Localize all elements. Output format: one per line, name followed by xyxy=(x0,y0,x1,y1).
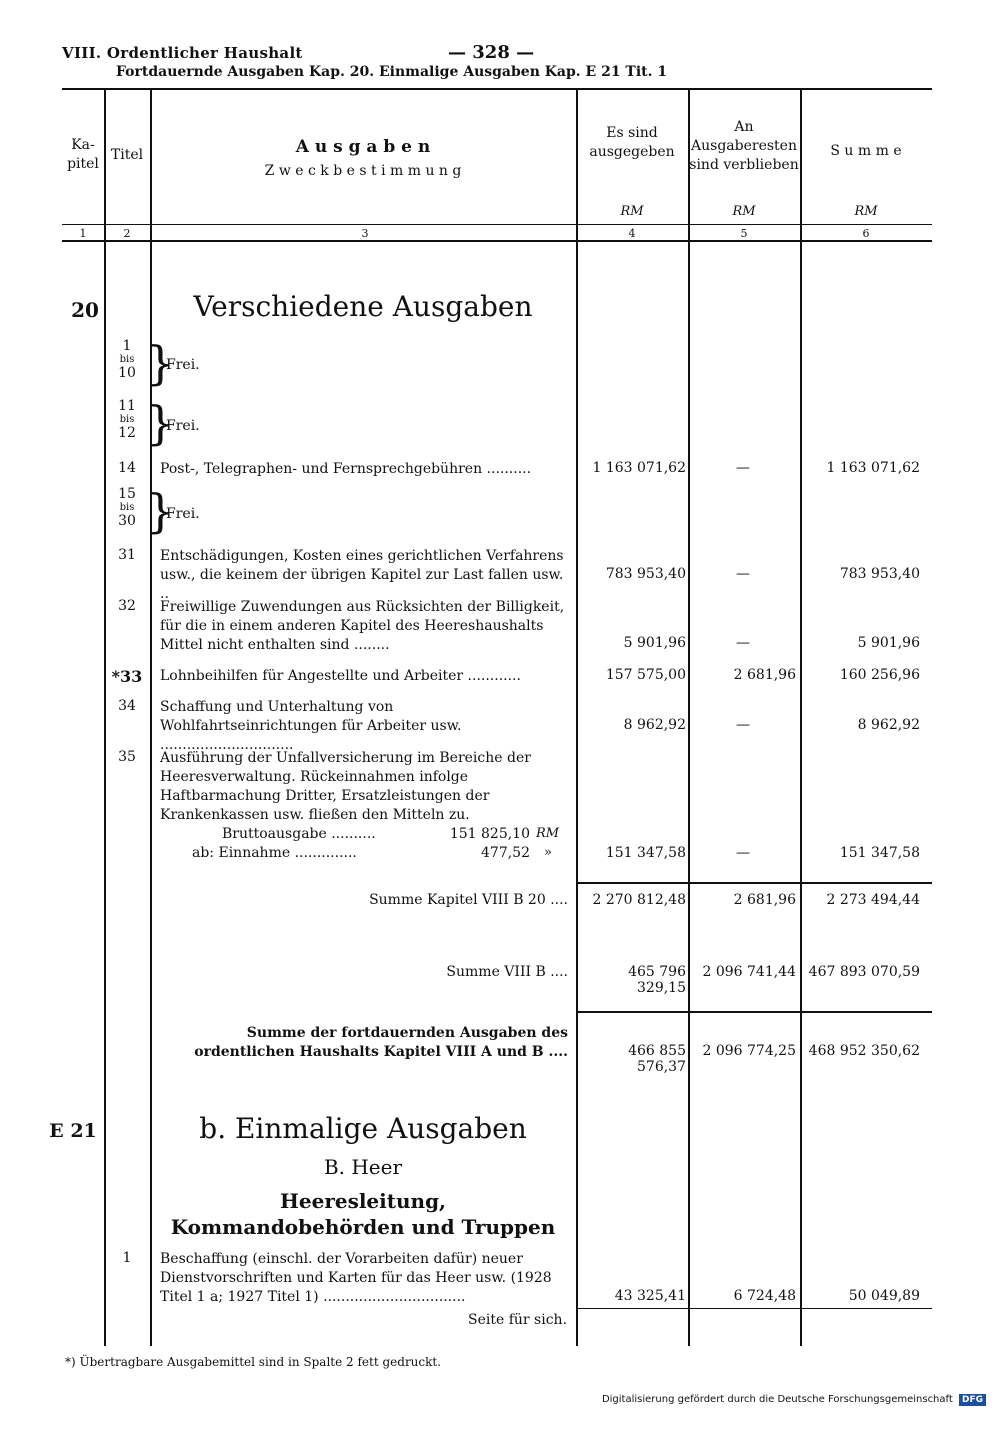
cell-ausgabereste: 6 724,48 xyxy=(733,1288,796,1304)
section-header: VIII. Ordentlicher Haushalt xyxy=(62,44,303,62)
titel-number: 32 xyxy=(118,598,136,614)
col-number-6: 6 xyxy=(862,227,870,240)
titel-number: 31 xyxy=(118,547,136,563)
table-bottom-rule xyxy=(577,1308,932,1309)
titel-from: 1 xyxy=(122,338,132,354)
kapitel-number: 20 xyxy=(71,298,99,322)
col-header-zweck: Z w e c k b e s t i m m u n g xyxy=(264,163,462,179)
col-header-kapitel: Ka- pitel xyxy=(67,137,99,172)
cell-summe: 783 953,40 xyxy=(839,566,920,582)
row-text: Frei. xyxy=(166,506,200,522)
dfg-credit-text: Digitalisierung gefördert durch die Deutsche Forschungsgemeinschaft xyxy=(601,1394,953,1405)
brace-icon: } xyxy=(146,396,176,450)
row-text: Schaffung und Unterhaltung von Wohlfahrtseinrichtungen für Arbeiter usw. .............................. xyxy=(160,699,462,753)
row-text: Post-, Telegraphen- und Fernsprechgebühren .......... xyxy=(160,461,532,477)
cell-ausgegeben: 157 575,00 xyxy=(605,667,686,683)
brace-icon: } xyxy=(146,484,176,538)
total-rule-col5 xyxy=(689,1011,800,1013)
sum-viii-b-ausgabereste: 2 096 741,44 xyxy=(702,964,796,980)
col-header-ausgabereste: An Ausgaberesten sind verblieben xyxy=(689,119,799,173)
sum-total-ausgabereste: 2 096 774,25 xyxy=(702,1043,796,1059)
cell-summe: 5 901,96 xyxy=(857,635,920,651)
sum-viii-b-ausgegeben: 465 796 329,15 xyxy=(628,964,686,996)
col-number-rule xyxy=(62,224,932,225)
unit-label-col5: RM xyxy=(732,204,756,219)
col-divider-3 xyxy=(576,88,578,1346)
cell-ausgegeben: 5 901,96 xyxy=(623,635,686,651)
col-header-titel: Titel xyxy=(110,147,144,163)
page-note: Seite für sich. xyxy=(468,1312,568,1328)
sum-rule-col6 xyxy=(801,882,932,884)
col-number-2: 2 xyxy=(123,227,131,240)
titel-number: 1 xyxy=(122,1250,132,1266)
brutto-value: 151 825,10 xyxy=(449,826,530,842)
titel-range xyxy=(107,398,147,441)
page-number: — 328 — xyxy=(448,42,535,63)
cell-summe: 1 163 071,62 xyxy=(826,460,920,476)
row-text: Entschädigungen, Kosten eines gerichtlichen Verfahrens usw., die keinem der übrigen Kapitel zur Last fallen usw. .. xyxy=(160,548,564,602)
page-subtitle: Fortdauernde Ausgaben Kap. 20. Einmalige Ausgaben Kap. E 21 Tit. 1 xyxy=(116,64,668,80)
row-text: Freiwillige Zuwendungen aus Rücksichten der Billigkeit, für die in einem anderen Kapitel des Heereshaushalts Mittel nicht enthalten sind ........ xyxy=(160,599,565,653)
kapitel-number-e21: E 21 xyxy=(49,1120,97,1142)
cell-ausgegeben: 151 347,58 xyxy=(605,845,686,861)
cell-ausgabereste: — xyxy=(736,717,750,733)
einnahme-value: 477,52 xyxy=(481,845,530,861)
cell-ausgegeben: 783 953,40 xyxy=(605,566,686,582)
cell-summe: 160 256,96 xyxy=(839,667,920,683)
unit-label-col6: RM xyxy=(854,204,878,219)
row-text: Frei. xyxy=(166,357,200,373)
titel-range xyxy=(107,338,147,381)
cell-ausgegeben: 8 962,92 xyxy=(623,717,686,733)
sum-kapitel-ausgegeben: 2 270 812,48 xyxy=(592,892,686,908)
row-text: Frei. xyxy=(166,418,200,434)
col-header-ausgegeben: Es sind ausgegeben xyxy=(589,125,675,160)
sum-rule-col4 xyxy=(577,882,688,884)
titel-bis: bis xyxy=(119,502,135,513)
titel-bis: bis xyxy=(119,414,135,425)
sum-total-summe: 468 952 350,62 xyxy=(808,1043,920,1059)
col-number-3: 3 xyxy=(361,227,369,240)
cell-ausgegeben: 43 325,41 xyxy=(614,1288,686,1304)
cell-ausgabereste: — xyxy=(736,845,750,861)
dfg-credit xyxy=(602,1394,986,1406)
titel-from: 11 xyxy=(118,398,136,414)
col-number-4: 4 xyxy=(628,227,636,240)
titel-number: 34 xyxy=(118,698,136,714)
row-text: Beschaffung (einschl. der Vorarbeiten dafür) neuer Dienstvorschriften und Karten für das Heer usw. (1928 Titel 1 a; 1927 Titel 1) ................................ xyxy=(160,1251,552,1305)
section-title-einmalig: b. Einmalige Ausgaben xyxy=(199,1112,527,1145)
titel-to: 10 xyxy=(118,365,136,381)
cell-ausgabereste: 2 681,96 xyxy=(733,667,796,683)
section-title: Verschiedene Ausgaben xyxy=(193,290,533,323)
cell-ausgabereste: — xyxy=(736,566,750,582)
titel-number: 14 xyxy=(118,460,136,476)
col-divider-1 xyxy=(104,88,106,1346)
titel-number: 35 xyxy=(118,749,136,765)
sum-total-ausgegeben: 466 855 576,37 xyxy=(628,1043,686,1075)
total-rule-col4 xyxy=(577,1011,688,1013)
sum-viii-b-label: Summe VIII B .... xyxy=(446,964,568,980)
unit-label-col4: RM xyxy=(620,204,644,219)
titel-to: 30 xyxy=(118,513,136,529)
titel-to: 12 xyxy=(118,425,136,441)
cell-summe: 151 347,58 xyxy=(839,845,920,861)
sum-kapitel-ausgabereste: 2 681,96 xyxy=(733,892,796,908)
titel-number: *33 xyxy=(111,667,143,686)
cell-summe: 8 962,92 xyxy=(857,717,920,733)
titel-range xyxy=(107,486,147,529)
col-number-5: 5 xyxy=(740,227,748,240)
sum-rule-col5 xyxy=(689,882,800,884)
cell-ausgabereste: — xyxy=(736,460,750,476)
sum-kapitel-summe: 2 273 494,44 xyxy=(826,892,920,908)
total-rule-col6 xyxy=(801,1011,932,1013)
section-sub-heeresleitung: Heeresleitung, Kommandobehörden und Truppen xyxy=(170,1189,556,1239)
cell-ausgegeben: 1 163 071,62 xyxy=(592,460,686,476)
cell-ausgabereste: — xyxy=(736,635,750,651)
einnahme-unit: » xyxy=(544,845,552,860)
titel-from: 15 xyxy=(118,486,136,502)
brutto-unit: RM xyxy=(536,826,560,841)
brace-icon: } xyxy=(146,336,176,390)
table-top-rule xyxy=(62,88,932,90)
cell-summe: 50 049,89 xyxy=(848,1288,920,1304)
footnote: *) Übertragbare Ausgabemittel sind in Spalte 2 fett gedruckt. xyxy=(65,1355,442,1369)
einnahme-label: ab: Einnahme .............. xyxy=(192,845,357,861)
section-sub-heer: B. Heer xyxy=(323,1155,403,1179)
titel-bis: bis xyxy=(119,354,135,365)
sum-kapitel-label: Summe Kapitel VIII B 20 .... xyxy=(369,892,568,908)
header-bottom-rule xyxy=(62,240,932,242)
row-text: Ausführung der Unfallversicherung im Bereiche der Heeresverwaltung. Rückeinnahmen infolge Haftbarmachung Dritter, Ersatzleistungen der Krankenkassen usw. fließen den Mitteln zu. xyxy=(160,750,531,823)
dfg-logo-icon: DFG xyxy=(959,1394,986,1406)
brutto-label: Bruttoausgabe .......... xyxy=(222,826,376,842)
sum-viii-b-summe: 467 893 070,59 xyxy=(808,964,920,980)
row-text: Lohnbeihilfen für Angestellte und Arbeiter ............ xyxy=(160,668,521,684)
sum-total-label: Summe der fortdauernden Ausgaben des ordentlichen Haushalts Kapitel VIII A und B .... xyxy=(194,1025,568,1060)
col-header-ausgaben: A u s g a b e n xyxy=(295,137,431,157)
col-number-1: 1 xyxy=(79,227,87,240)
col-header-summe: S u m m e xyxy=(830,143,902,159)
